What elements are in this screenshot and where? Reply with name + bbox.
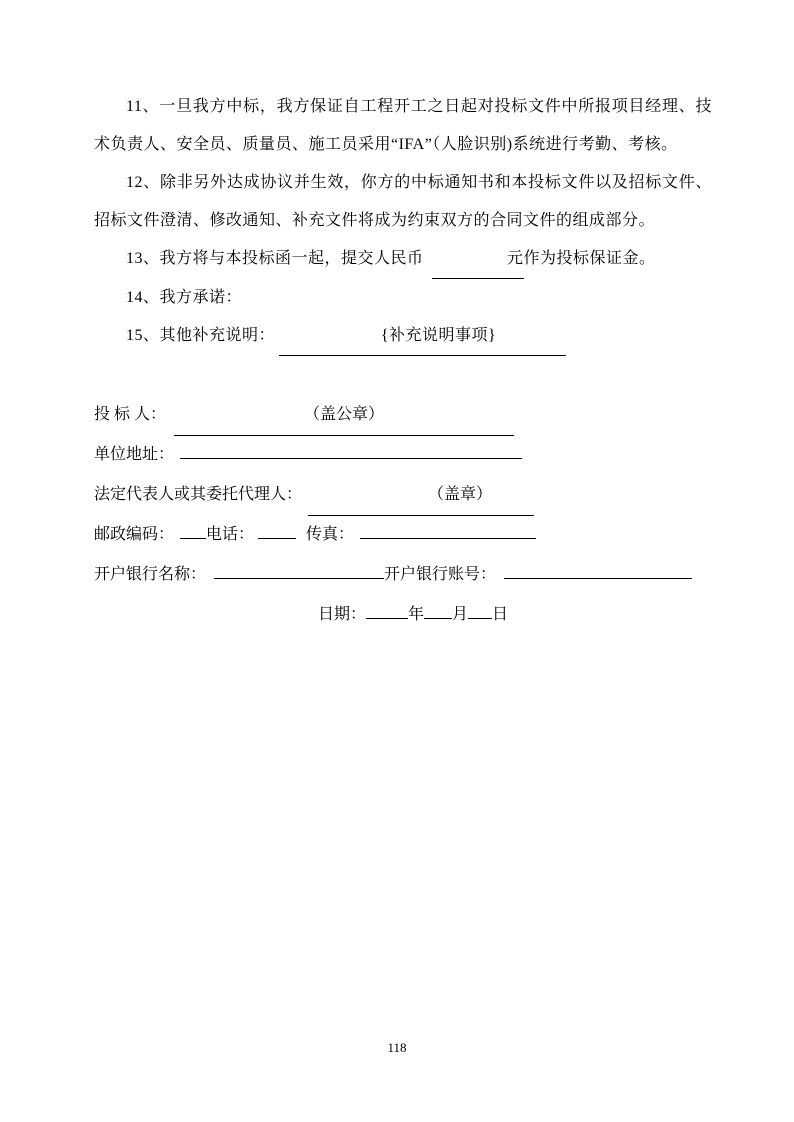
- document-body: [94, 88, 712, 635]
- clause-11: 11、一旦我方中标，我方保证自工程开工之日起对投标文件中所报项目经理、技术负责人、安全员、质量员、施工员采用“IFA”（人脸识别)系统进行考勤、考核。: [94, 98, 712, 153]
- legal-rep-label: 法定代表人或其委托代理人：: [94, 486, 303, 503]
- date-day-blank[interactable]: [468, 618, 492, 619]
- bidder-name-blank[interactable]: [174, 395, 514, 436]
- legal-rep-blank[interactable]: [308, 475, 534, 516]
- signature-block: [94, 395, 712, 635]
- bank-row: [94, 555, 712, 595]
- postal-code-label: 邮政编码：: [94, 526, 175, 543]
- clause-13-prefix: 13、我方将与本投标函一起，提交人民币: [126, 250, 424, 267]
- bank-name-blank[interactable]: [214, 578, 384, 579]
- address-label: 单位地址：: [94, 446, 175, 463]
- postal-code-blank[interactable]: [180, 538, 206, 539]
- phone-label: 电话：: [206, 526, 255, 543]
- date-month-blank[interactable]: [424, 618, 452, 619]
- bid-bond-amount-blank[interactable]: [432, 240, 524, 279]
- clause-13: [94, 240, 712, 279]
- page-number: 118: [387, 1040, 407, 1055]
- bank-name-label: 开户银行名称：: [94, 566, 207, 583]
- bank-account-blank[interactable]: [504, 578, 692, 579]
- clause-15-label: 15、其他补充说明：: [126, 327, 276, 344]
- contact-row: [94, 515, 712, 555]
- clause-14: 14、我方承诺：: [126, 289, 243, 306]
- date-row: [114, 595, 712, 635]
- date-label: 日期：: [317, 606, 366, 623]
- phone-blank[interactable]: [258, 538, 296, 539]
- clause-12: 12、除非另外达成协议并生效，你方的中标通知书和本投标文件以及招标文件、招标文件澄清、修改通知、补充文件将成为约束双方的合同文件的组成部分。: [94, 174, 712, 229]
- seal-label: （盖章）: [428, 486, 493, 503]
- currency-unit-label: 元: [507, 250, 524, 267]
- bidder-row: [94, 395, 712, 435]
- month-label: 月: [452, 606, 469, 623]
- bidder-label: 投 标 人：: [94, 406, 167, 423]
- year-label: 年: [407, 606, 424, 623]
- date-year-blank[interactable]: [366, 618, 408, 619]
- day-label: 日: [492, 606, 509, 623]
- clause-13-suffix: 作为投标保证金。: [523, 250, 656, 267]
- fax-label: 传真：: [306, 526, 355, 543]
- company-seal-label: （盖公章）: [304, 406, 385, 423]
- address-blank[interactable]: [180, 458, 522, 459]
- supplementary-notes-placeholder: {补充说明事项}: [380, 327, 497, 344]
- bank-account-label: 开户银行账号：: [384, 566, 497, 583]
- fax-blank[interactable]: [360, 538, 536, 539]
- clause-15: [94, 317, 712, 356]
- address-row: [94, 435, 712, 475]
- legal-rep-row: [94, 475, 712, 515]
- supplementary-notes-blank[interactable]: [279, 317, 566, 356]
